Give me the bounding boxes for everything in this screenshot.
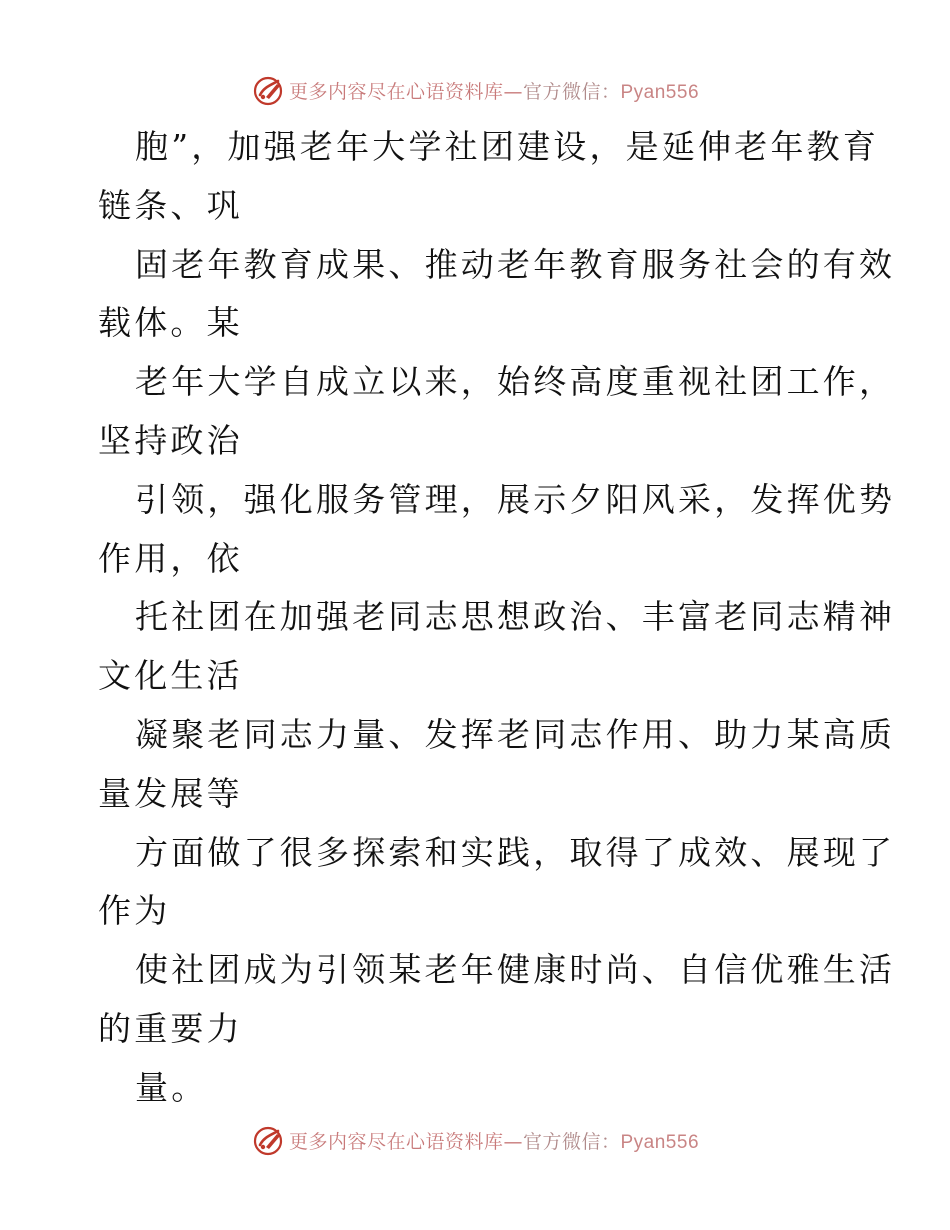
header-watermark [0,70,950,110]
text-line: 载体。某 [98,303,243,343]
text-line: 胞”，加强老年大学社团建设，是延伸老年教育 [135,127,880,166]
text-line: 托社团在加强老同志思想政治、丰富老同志精神 [135,597,896,637]
footer-wechat-id: Pyan556 [620,1131,700,1153]
header-brand-text: 更多内容尽在心语资料库 [288,80,504,103]
pen-logo-icon [251,73,285,107]
text-line: 凝聚老同志力量、发挥老同志作用、助力某高质 [135,714,896,754]
text-line: 量。 [135,1067,208,1107]
text-line: 使社团成为引领某老年健康时尚、自信优雅生活 [135,950,896,990]
body-text [98,118,896,1118]
footer-wechat-label: 官方微信： [522,1130,621,1153]
text-line: 作为 [98,891,171,931]
text-line: 老年大学自成立以来，始终高度重视社团工作， [135,362,896,402]
header-dash: — [503,80,523,103]
header-wechat-id: Pyan556 [620,81,700,103]
text-line: 方面做了很多探索和实践，取得了成效、展现了 [135,832,896,872]
footer-watermark [0,1120,950,1160]
pen-logo-icon [251,1123,285,1157]
footer-dash: — [503,1130,523,1153]
text-line: 链条、巩 [98,185,243,225]
text-line: 固老年教育成果、推动老年教育服务社会的有效 [135,244,896,284]
text-line: 引领，强化服务管理，展示夕阳风采，发挥优势 [135,479,896,519]
text-line: 的重要力 [98,1008,243,1048]
footer-brand-text: 更多内容尽在心语资料库 [288,1130,504,1153]
text-line: 量发展等 [98,773,243,813]
header-wechat-label: 官方微信： [522,80,621,103]
text-line: 文化生活 [98,656,243,696]
text-line: 坚持政治 [98,420,243,460]
text-line: 作用，依 [98,538,243,578]
